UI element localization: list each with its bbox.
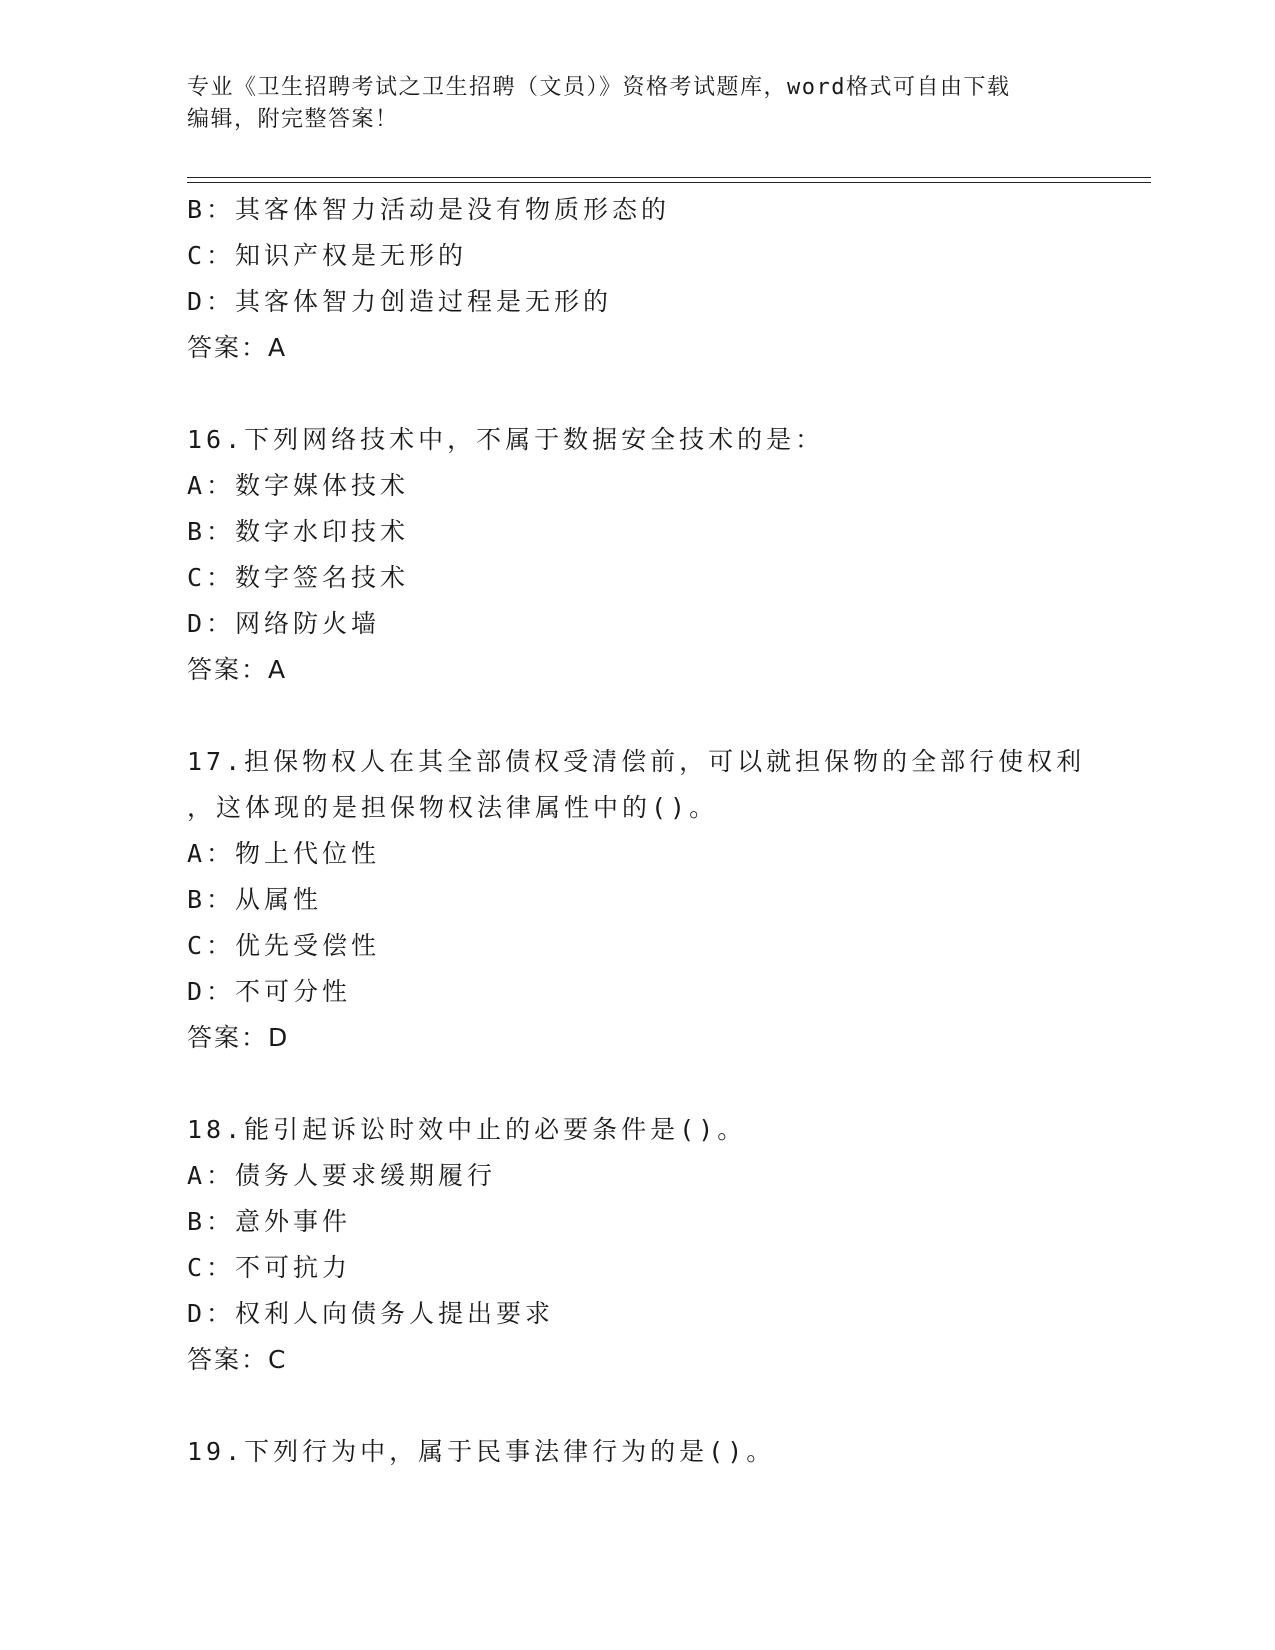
header-divider-bottom [187, 182, 1151, 183]
question-19 [187, 1429, 1127, 1475]
option-d: D：其客体智力创造过程是无形的 [187, 287, 613, 316]
spacer [187, 1383, 1127, 1429]
question-text: 19.下列行为中，属于民事法律行为的是()。 [187, 1437, 776, 1466]
option-b: B：数字水印技术 [187, 517, 410, 546]
option-a: A：物上代位性 [187, 839, 381, 868]
option-d: D：不可分性 [187, 977, 352, 1006]
question-18 [187, 1107, 1127, 1383]
question-text-line-1: 17.担保物权人在其全部债权受清偿前，可以就担保物的全部行使权利 [187, 747, 1086, 776]
question-text-line-2: ，这体现的是担保物权法律属性中的()。 [187, 793, 719, 822]
option-a: A：债务人要求缓期履行 [187, 1161, 497, 1190]
answer: 答案：A [187, 655, 288, 684]
option-c: C：数字签名技术 [187, 563, 410, 592]
spacer [187, 693, 1127, 739]
header-line-1: 专业《卫生招聘考试之卫生招聘（文员）》资格考试题库，word格式可自由下载 [187, 75, 1011, 100]
spacer [187, 371, 1127, 417]
answer: 答案：D [187, 1023, 290, 1052]
option-a: A：数字媒体技术 [187, 471, 410, 500]
option-c: C：知识产权是无形的 [187, 241, 468, 270]
answer: 答案：A [187, 333, 288, 362]
question-list [187, 187, 1127, 1475]
option-b: B：意外事件 [187, 1207, 352, 1236]
option-b: B：其客体智力活动是没有物质形态的 [187, 195, 671, 224]
option-c: C：优先受偿性 [187, 931, 381, 960]
option-c: C：不可抗力 [187, 1253, 352, 1282]
option-b: B：从属性 [187, 885, 323, 914]
answer: 答案：C [187, 1345, 288, 1374]
question-16 [187, 417, 1127, 693]
question-text: 16.下列网络技术中，不属于数据安全技术的是： [187, 425, 825, 454]
question-text: 18.能引起诉讼时效中止的必要条件是()。 [187, 1115, 747, 1144]
document-header [187, 72, 1077, 136]
spacer [187, 1061, 1127, 1107]
option-d: D：网络防火墙 [187, 609, 381, 638]
header-line-2: 编辑，附完整答案！ [187, 107, 399, 132]
question-17 [187, 739, 1127, 1061]
option-d: D：权利人向债务人提出要求 [187, 1299, 555, 1328]
header-divider-top [187, 177, 1151, 178]
question-15 [187, 187, 1127, 371]
